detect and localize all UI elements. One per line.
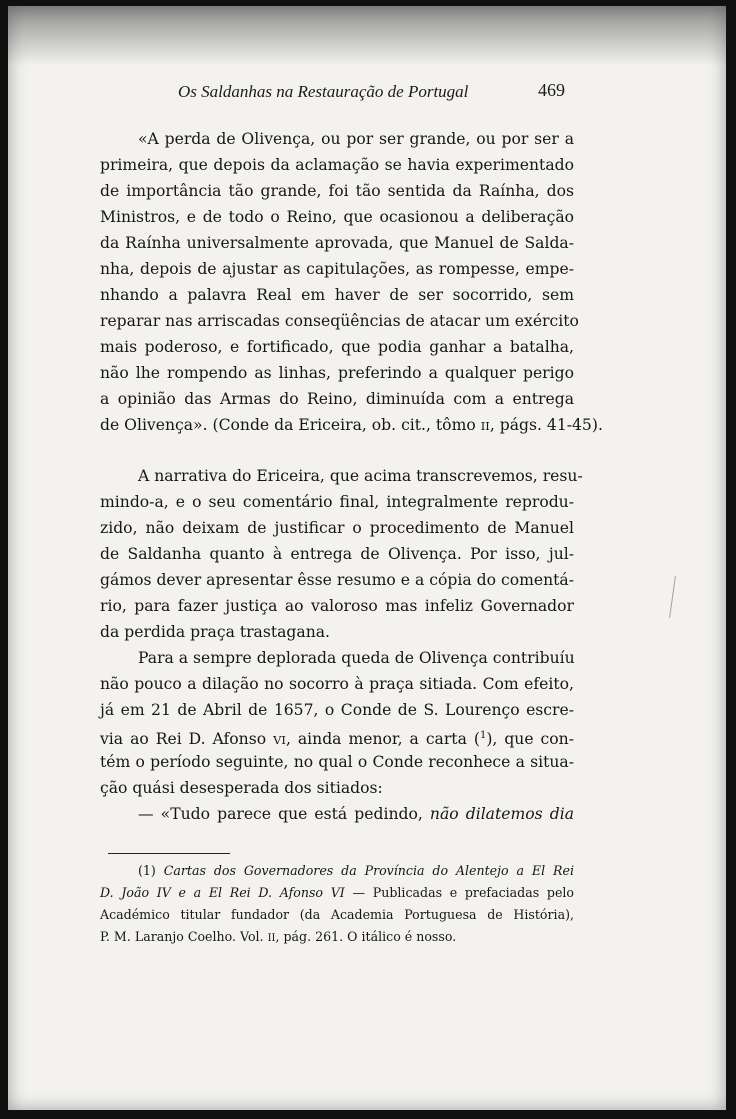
text-line: tém o período seguinte, no qual o Conde reconhece a situa- xyxy=(100,753,574,771)
text-line: nha, depois de ajustar as capitulações, as rompesse, empe- xyxy=(100,260,574,278)
italic-text: D. João IV e a El Rei D. Afonso VI xyxy=(100,885,345,900)
text-line: mindo-a, e o seu comentário final, integralmente reprodu- xyxy=(100,493,574,511)
footnote-line: Académico titular fundador (da Academia Portuguesa de História), xyxy=(100,907,574,922)
text-line: não pouco a dilação no socorro à praça sitiada. Com efeito, xyxy=(100,675,574,693)
footnote-line xyxy=(100,882,574,904)
text-line: já em 21 de Abril de 1657, o Conde de S. Lourenço escre- xyxy=(100,701,574,719)
text-span: via ao Rei D. Afonso xyxy=(100,730,274,749)
text-line: mais poderoso, e fortificado, que podia ganhar a batalha, xyxy=(100,338,574,356)
text-span: — «Tudo parece que está pedindo, xyxy=(138,805,430,823)
text-line: «A perda de Olivença, ou por ser grande, ou por ser a xyxy=(138,130,574,148)
footnote-reference: 1 xyxy=(479,730,487,741)
text-line: gámos dever apresentar êsse resumo e a cópia do comentá- xyxy=(100,571,574,589)
text-line: zido, não deixam de justificar o procedimento de Manuel xyxy=(100,519,574,537)
roman-volume: II xyxy=(480,419,490,433)
text-line: a opinião das Armas do Reino, diminuída com a entrega xyxy=(100,390,574,408)
text-line: de Saldanha quanto à entrega de Olivença. Por isso, jul- xyxy=(100,545,574,563)
scanned-page xyxy=(8,6,726,1110)
footnote-separator xyxy=(108,853,230,854)
text-span: — Publicadas e prefaciadas pelo xyxy=(344,885,575,900)
text-line: A narrativa do Ericeira, que acima transcrevemos, resu- xyxy=(138,467,583,485)
text-line: nhando a palavra Real em haver de ser socorrido, sem xyxy=(100,286,574,304)
text-line: Ministros, e de todo o Reino, que ocasionou a deliberação xyxy=(100,208,574,226)
text-span: , págs. 41-45). xyxy=(489,416,603,434)
italic-text: Cartas dos Governadores da Província do Alentejo a El Rei xyxy=(163,863,574,878)
italic-text: não dilatemos dia xyxy=(429,805,574,823)
roman-numeral: VI xyxy=(273,733,286,748)
text-line: ção quási desesperada dos sitiados: xyxy=(100,779,383,797)
page-number: 469 xyxy=(538,80,565,100)
margin-pencil-mark xyxy=(669,576,676,618)
footnote-line xyxy=(138,860,574,882)
footnote-marker: (1) xyxy=(138,863,156,878)
page-header xyxy=(8,82,726,106)
footnote-line xyxy=(100,926,574,948)
text-line: primeira, que depois da aclamação se havia experimentado xyxy=(100,156,574,174)
text-line: rio, para fazer justiça ao valoroso mas infeliz Governador xyxy=(100,597,574,615)
roman-volume: II xyxy=(267,933,276,944)
text-span: , ainda menor, a carta ( xyxy=(285,730,480,749)
text-span: ), que con- xyxy=(486,730,574,749)
text-line xyxy=(100,723,574,749)
text-span: de Olivença». (Conde da Ericeira, ob. cit., tômo xyxy=(100,416,481,434)
text-line xyxy=(100,412,603,438)
text-line: não lhe rompendo as linhas, preferindo a qualquer perigo xyxy=(100,364,574,382)
text-line xyxy=(138,801,574,827)
text-line: reparar nas arriscadas conseqüências de atacar um exército xyxy=(100,312,579,330)
text-span: P. M. Laranjo Coelho. Vol. xyxy=(100,929,268,944)
running-title: Os Saldanhas na Restauração de Portugal xyxy=(178,82,469,101)
text-line: da Raínha universalmente aprovada, que Manuel de Salda- xyxy=(100,234,574,252)
text-line: de importância tão grande, foi tão sentida da Raínha, dos xyxy=(100,182,574,200)
text-line: da perdida praça trastagana. xyxy=(100,623,330,641)
text-span: , pág. 261. O itálico é nosso. xyxy=(275,929,457,944)
text-line: Para a sempre deplorada queda de Olivença contribuíu xyxy=(138,649,575,667)
